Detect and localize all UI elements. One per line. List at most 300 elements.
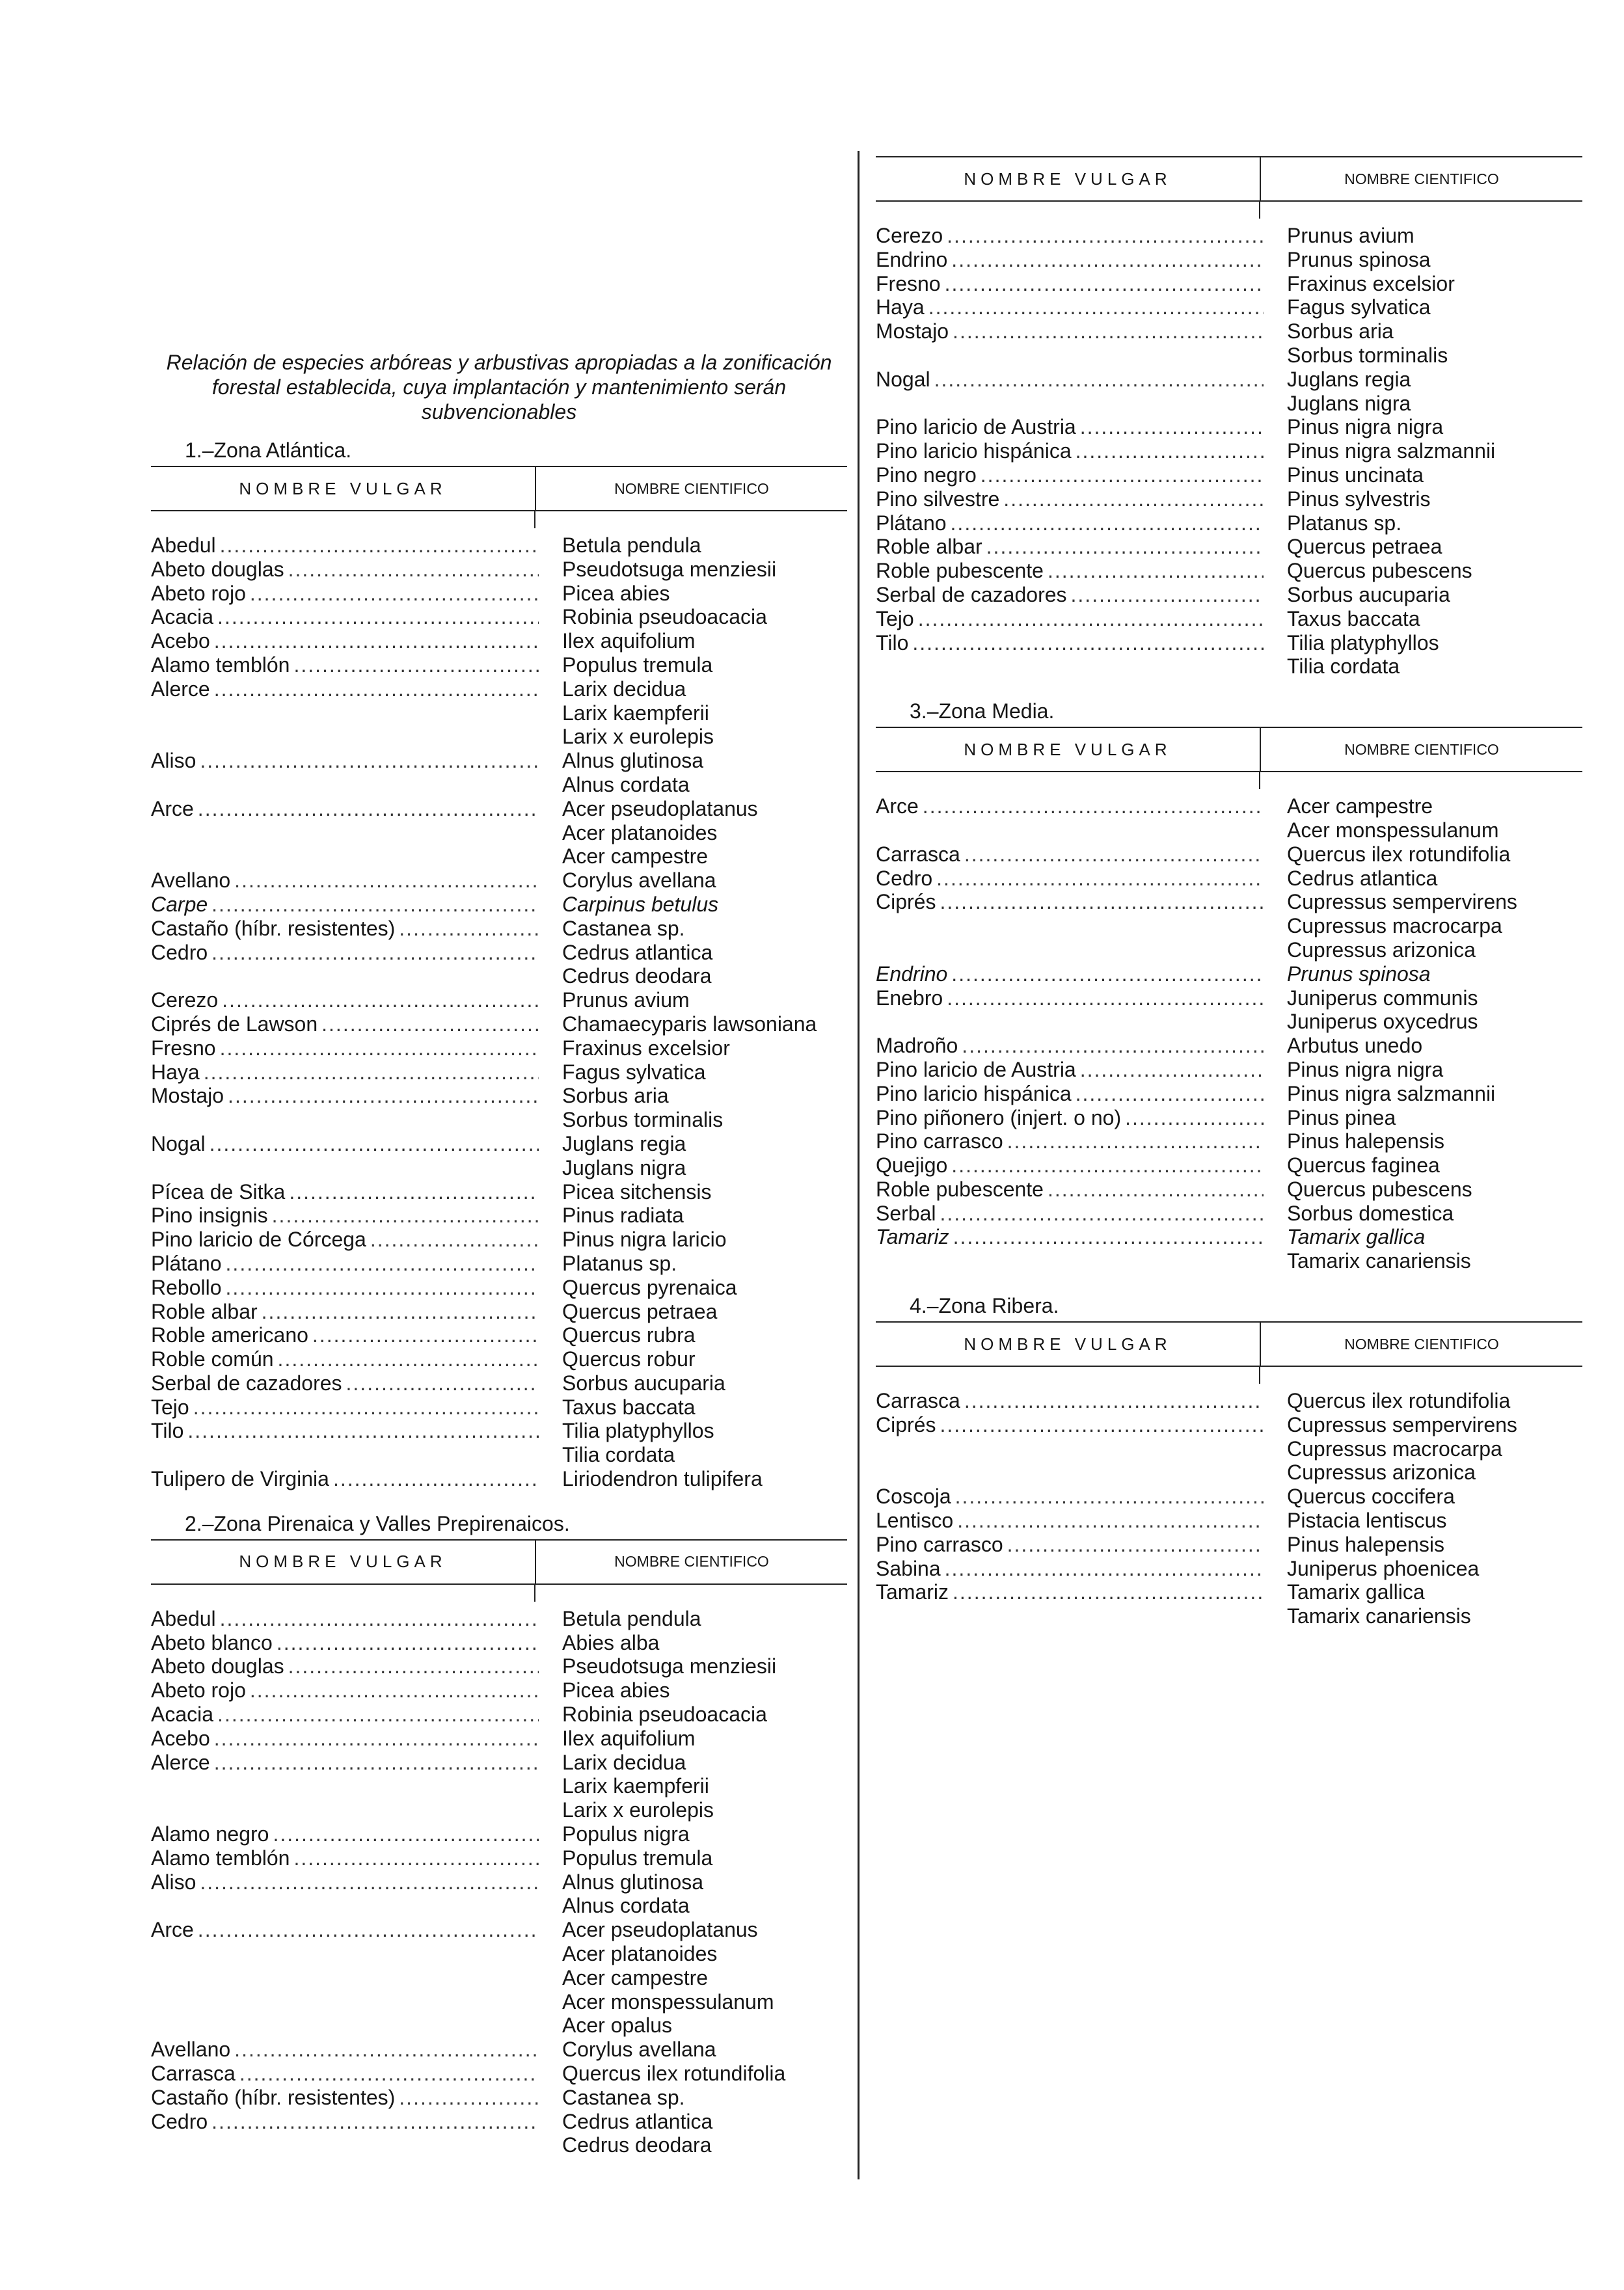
scientific-name: Cupressus macrocarpa (1287, 1436, 1502, 1461)
scientific-name: Tilia cordata (1287, 654, 1400, 679)
table-row (876, 1225, 1582, 1249)
table-row (876, 890, 1582, 914)
common-name-cell (876, 986, 1264, 1010)
common-name: Tejo (151, 1395, 189, 1419)
scientific-name: Pseudotsuga menziesii (562, 1654, 777, 1678)
common-name-cell (151, 1607, 539, 1631)
table-row (151, 1228, 847, 1252)
table-row (151, 941, 847, 965)
leader-dots (220, 1036, 539, 1060)
table-header (876, 1321, 1582, 1367)
zone-section-media (876, 698, 1582, 1273)
common-name: Arce (876, 794, 919, 818)
table-row (876, 1485, 1582, 1509)
common-name-cell (876, 1437, 1264, 1461)
leader-dots (912, 631, 1264, 655)
leader-dots (228, 1084, 539, 1108)
table-header (151, 466, 847, 511)
scientific-name: Cedrus deodara (562, 2133, 712, 2157)
common-name-cell (876, 1153, 1264, 1178)
common-name: Cedro (876, 866, 933, 890)
common-name-cell (151, 1108, 539, 1132)
table-row (151, 1395, 847, 1420)
scientific-name: Picea sitchensis (562, 1179, 712, 1204)
table-row (151, 582, 847, 606)
common-name-cell (151, 1323, 539, 1347)
leader-dots (214, 1727, 539, 1751)
leader-dots (198, 797, 539, 821)
common-name-cell (876, 1202, 1264, 1226)
common-name: Coscoja (876, 1485, 951, 1509)
column-header-nombre-vulgar: NOMBRE VULGAR (876, 157, 1261, 200)
table-row (876, 938, 1582, 962)
common-name-cell (151, 1894, 539, 1918)
scientific-name: Alnus cordata (562, 772, 690, 796)
common-name-cell (876, 842, 1264, 867)
common-name-cell (876, 1580, 1264, 1604)
leader-dots (940, 890, 1264, 914)
common-name: Ciprés (876, 1412, 936, 1436)
scientific-name: Liriodendron tulipifera (562, 1467, 763, 1491)
scientific-name: Quercus coccifera (1287, 1485, 1455, 1509)
table-row (151, 1631, 847, 1655)
common-name-cell (151, 1703, 539, 1727)
common-name: Tejo (876, 606, 914, 630)
common-name: Carrasca (876, 1389, 960, 1413)
scientific-name: Quercus pubescens (1287, 1177, 1472, 1201)
common-name-cell (876, 867, 1264, 891)
common-name: Avellano (151, 869, 231, 893)
table-row (151, 917, 847, 941)
common-name-cell (151, 749, 539, 773)
scientific-name: Prunus spinosa (1287, 962, 1431, 986)
table-row (151, 1443, 847, 1467)
leader-dots (200, 749, 539, 773)
scientific-name: Quercus pubescens (1287, 559, 1472, 583)
common-name-cell (876, 415, 1264, 439)
table-row (876, 986, 1582, 1010)
scientific-name: Acer campestre (562, 844, 709, 869)
table-row (151, 1252, 847, 1276)
common-name: Cerezo (876, 224, 943, 247)
common-name-cell (151, 1942, 539, 1966)
column-divider (858, 151, 859, 2179)
common-name: Haya (151, 1060, 200, 1084)
table-row (876, 368, 1582, 392)
scientific-name: Quercus faginea (1287, 1153, 1440, 1178)
common-name-cell (876, 295, 1264, 319)
common-name-cell (151, 964, 539, 988)
table-row (876, 1058, 1582, 1082)
common-name: Tulipero de Virginia (151, 1467, 329, 1491)
table-body (151, 528, 847, 1491)
common-name-cell (876, 631, 1264, 655)
table-row (876, 1153, 1582, 1178)
table-row (876, 1129, 1582, 1153)
leader-dots (198, 1918, 539, 1942)
scientific-name: Quercus pyrenaica (562, 1275, 737, 1299)
leader-dots (293, 653, 539, 677)
table-row (151, 1846, 847, 1870)
leader-dots (1048, 559, 1264, 583)
scientific-name: Sorbus aucuparia (562, 1371, 725, 1395)
scientific-name: Cupressus macrocarpa (1287, 914, 1502, 938)
leader-dots (1007, 1533, 1264, 1557)
scientific-name: Acer platanoides (562, 820, 718, 844)
common-name: Lentisco (876, 1509, 954, 1533)
scientific-name: Sorbus aucuparia (1287, 582, 1450, 606)
common-name: Aliso (151, 1870, 196, 1894)
common-name: Abeto douglas (151, 1654, 284, 1678)
scientific-name: Carpinus betulus (562, 892, 719, 916)
leader-dots (945, 1557, 1264, 1581)
leader-dots (214, 629, 539, 653)
scientific-name: Ilex aquifolium (562, 1726, 696, 1750)
table-row (151, 1942, 847, 1966)
common-name-cell (151, 1084, 539, 1108)
table-row (876, 295, 1582, 319)
common-name-cell (876, 224, 1264, 248)
scientific-name: Pinus nigra salzmannii (1287, 1081, 1496, 1105)
table-row (151, 988, 847, 1012)
leader-dots (250, 1678, 539, 1703)
common-name-cell (151, 1060, 539, 1084)
table-header (151, 1539, 847, 1585)
leader-dots (289, 1180, 539, 1204)
table-row (151, 2110, 847, 2134)
table-row (151, 1467, 847, 1491)
scientific-name: Tilia platyphyllos (562, 1419, 714, 1443)
common-name-cell (876, 1225, 1264, 1249)
common-name-cell (151, 1467, 539, 1491)
leader-dots (234, 869, 539, 893)
common-name: Alamo negro (151, 1822, 269, 1846)
table-body (876, 789, 1582, 1273)
table-row (151, 1894, 847, 1918)
leader-dots (217, 1703, 539, 1727)
table-row (876, 818, 1582, 842)
table-row (151, 1774, 847, 1798)
header-divider-stub (876, 1367, 1582, 1384)
table-row (151, 1371, 847, 1395)
scientific-name: Sorbus torminalis (562, 1108, 724, 1132)
leader-dots (936, 867, 1264, 891)
common-name: Pino laricio hispánica (876, 1081, 1072, 1105)
common-name: Abeto rojo (151, 581, 246, 605)
common-name: Abedul (151, 1606, 216, 1630)
scientific-name: Acer monspessulanum (562, 1989, 774, 2014)
common-name-cell (876, 794, 1264, 818)
common-name-cell (151, 1180, 539, 1204)
common-name: Cedro (151, 2109, 208, 2133)
leader-dots (962, 1034, 1264, 1058)
left-column (151, 350, 847, 2157)
scientific-name: Tilia platyphyllos (1287, 630, 1439, 654)
common-name-cell (151, 1654, 539, 1678)
table-body (876, 1384, 1582, 1628)
table-row (151, 1084, 847, 1108)
leader-dots (928, 295, 1264, 319)
common-name: Tamariz (876, 1225, 949, 1249)
scientific-name: Quercus petraea (1287, 535, 1442, 559)
leader-dots (278, 1347, 539, 1371)
table-row (151, 725, 847, 749)
table-row (151, 1108, 847, 1132)
common-name: Cedro (151, 940, 208, 964)
common-name-cell (876, 1461, 1264, 1485)
scientific-name: Cedrus deodara (562, 964, 712, 988)
leader-dots (220, 533, 539, 558)
table-row (151, 1751, 847, 1775)
scientific-name: Pinus nigra nigra (1287, 1057, 1444, 1081)
common-name: Roble americano (151, 1323, 308, 1347)
common-name: Ciprés de Lawson (151, 1012, 318, 1036)
common-name-cell (876, 1058, 1264, 1082)
header-divider-stub (876, 202, 1582, 219)
table-row (876, 224, 1582, 248)
table-row (151, 1703, 847, 1727)
column-header-nombre-cientifico: NOMBRE CIENTIFICO (1344, 1335, 1499, 1353)
common-name: Alamo temblón (151, 653, 290, 677)
leader-dots (211, 893, 539, 917)
scientific-name: Picea abies (562, 1678, 670, 1703)
common-name: Endrino (876, 247, 948, 271)
scientific-name: Fagus sylvatica (562, 1060, 706, 1084)
common-name-cell (151, 1276, 539, 1300)
common-name-cell (151, 1822, 539, 1846)
table-row (876, 463, 1582, 487)
leader-dots (250, 582, 539, 606)
common-name-cell (876, 1557, 1264, 1581)
common-name-cell (151, 558, 539, 582)
leader-dots (333, 1467, 539, 1491)
common-name-cell (151, 1774, 539, 1798)
common-name-cell (151, 988, 539, 1012)
header-divider-stub (151, 511, 847, 528)
scientific-name: Sorbus torminalis (1287, 343, 1448, 367)
table-row (151, 1036, 847, 1060)
table-row (151, 605, 847, 629)
leader-dots (217, 605, 539, 629)
scientific-name: Abies alba (562, 1630, 660, 1654)
scientific-name: Acer pseudoplatanus (562, 1918, 758, 1942)
common-name: Acacia (151, 1703, 214, 1727)
common-name-cell (151, 2038, 539, 2062)
table-row (876, 1249, 1582, 1273)
common-name-cell (151, 1395, 539, 1420)
common-name: Tamariz (876, 1580, 949, 1604)
zone-section-atlantica (151, 437, 847, 1491)
common-name-cell (876, 938, 1264, 962)
scientific-name: Quercus ilex rotundifolia (1287, 842, 1511, 866)
common-name-cell (876, 890, 1264, 914)
common-name: Avellano (151, 2038, 231, 2062)
leader-dots (370, 1228, 539, 1252)
table-row (876, 439, 1582, 463)
leader-dots (1080, 415, 1264, 439)
table-row (876, 1437, 1582, 1461)
table-row (876, 1461, 1582, 1485)
common-name-cell (876, 818, 1264, 842)
table-row (151, 1990, 847, 2014)
common-name-cell (151, 2086, 539, 2110)
common-name: Alamo temblón (151, 1846, 290, 1870)
leader-dots (1048, 1178, 1264, 1202)
leader-dots (1003, 487, 1264, 511)
table-row (876, 392, 1582, 416)
common-name: Madroño (876, 1034, 958, 1058)
scientific-name: Pistacia lentiscus (1287, 1509, 1447, 1533)
common-name-cell (151, 629, 539, 653)
common-name-cell (876, 962, 1264, 986)
leader-dots (951, 248, 1264, 272)
scientific-name: Sorbus aria (562, 1084, 669, 1108)
leader-dots (957, 1509, 1264, 1533)
common-name-cell (151, 1990, 539, 2014)
common-name: Sabina (876, 1556, 941, 1580)
table-body (876, 219, 1582, 679)
common-name: Pino insignis (151, 1204, 268, 1228)
common-name-cell (876, 439, 1264, 463)
table-row (151, 844, 847, 869)
table-row (151, 2062, 847, 2086)
leader-dots (222, 988, 539, 1012)
table-row (876, 607, 1582, 631)
common-name-cell (876, 1082, 1264, 1106)
scientific-name: Tilia cordata (562, 1443, 675, 1467)
common-name: Ciprés (876, 890, 936, 914)
common-name-cell (876, 248, 1264, 272)
zone-section-ribera (876, 1293, 1582, 1628)
table-row (151, 629, 847, 653)
scientific-name: Populus tremula (562, 653, 713, 677)
leader-dots (346, 1371, 539, 1395)
common-name: Arce (151, 796, 194, 820)
common-name: Carrasca (876, 842, 960, 866)
leader-dots (262, 1300, 539, 1324)
zone-section-pirenaica-continued (876, 156, 1582, 679)
column-header-nombre-cientifico: NOMBRE CIENTIFICO (1344, 170, 1499, 187)
leader-dots (1071, 583, 1264, 607)
leader-dots (947, 224, 1264, 248)
common-name-cell (151, 582, 539, 606)
common-name: Roble albar (151, 1299, 258, 1323)
scientific-name: Acer campestre (562, 1965, 709, 1989)
table-row (151, 1607, 847, 1631)
table-row (876, 1557, 1582, 1581)
table-row (151, 558, 847, 582)
common-name-cell (876, 607, 1264, 631)
common-name-cell (151, 1132, 539, 1156)
header-divider-stub (151, 1585, 847, 1602)
leader-dots (187, 1419, 539, 1443)
scientific-name: Larix x eurolepis (562, 725, 714, 749)
common-name: Rebollo (151, 1275, 222, 1299)
common-name-cell (876, 1485, 1264, 1509)
common-name: Arce (151, 1918, 194, 1942)
leader-dots (955, 1485, 1264, 1509)
common-name-cell (151, 844, 539, 869)
table-row (876, 1010, 1582, 1034)
scientific-name: Prunus spinosa (1287, 247, 1431, 271)
table-row (876, 583, 1582, 607)
common-name-cell (151, 1156, 539, 1180)
common-name-cell (151, 2133, 539, 2157)
common-name-cell (151, 1228, 539, 1252)
scientific-name: Juniperus oxycedrus (1287, 1010, 1478, 1034)
zone-title: 1.–Zona Atlántica. (185, 438, 352, 462)
table-row (151, 1347, 847, 1371)
common-name: Pino piñonero (injert. o no) (876, 1105, 1122, 1129)
common-name-cell (876, 511, 1264, 535)
column-header-nombre-cientifico: NOMBRE CIENTIFICO (1344, 740, 1499, 758)
table-row (876, 962, 1582, 986)
table-row (876, 1082, 1582, 1106)
common-name: Acebo (151, 629, 210, 653)
table-row (876, 1413, 1582, 1437)
scientific-name: Cedrus atlantica (1287, 866, 1438, 890)
common-name-cell (151, 1751, 539, 1775)
common-name: Acacia (151, 605, 214, 629)
scientific-name: Cedrus atlantica (562, 940, 713, 964)
scientific-name: Alnus glutinosa (562, 749, 704, 773)
common-name-cell (151, 1252, 539, 1276)
table-row (876, 842, 1582, 867)
common-name-cell (151, 1419, 539, 1443)
zone-title: 3.–Zona Media. (910, 699, 1055, 723)
common-name-cell (876, 1249, 1264, 1273)
table-row (151, 869, 847, 893)
common-name: Pino laricio de Córcega (151, 1228, 366, 1252)
table-row (151, 2014, 847, 2038)
scientific-name: Pinus nigra laricio (562, 1228, 727, 1252)
common-name-cell (876, 1034, 1264, 1058)
common-name-cell (151, 1966, 539, 1990)
common-name-cell (876, 368, 1264, 392)
common-name-cell (151, 701, 539, 725)
leader-dots (214, 677, 539, 701)
common-name-cell (151, 533, 539, 558)
common-name-cell (151, 1371, 539, 1395)
leader-dots (200, 1870, 539, 1894)
common-name-cell (151, 1918, 539, 1942)
table-row (876, 914, 1582, 938)
common-name: Haya (876, 295, 925, 319)
table-row (876, 794, 1582, 818)
scientific-name: Taxus baccata (562, 1395, 696, 1419)
scientific-name: Picea abies (562, 581, 670, 605)
scientific-name: Sorbus domestica (1287, 1201, 1454, 1225)
table-row (151, 1132, 847, 1156)
scientific-name: Pinus radiata (562, 1204, 684, 1228)
scientific-name: Pinus halepensis (1287, 1129, 1444, 1153)
leader-dots (211, 2110, 539, 2134)
column-header-nombre-cientifico: NOMBRE CIENTIFICO (614, 1553, 769, 1570)
common-name: Roble pubescente (876, 559, 1044, 583)
common-name-cell (151, 773, 539, 797)
common-name-cell (151, 1300, 539, 1324)
common-name-cell (876, 1010, 1264, 1034)
scientific-name: Populus tremula (562, 1846, 713, 1870)
common-name: Quejigo (876, 1153, 948, 1178)
scientific-name: Taxus baccata (1287, 606, 1420, 630)
table-row (151, 1870, 847, 1894)
leader-dots (964, 842, 1264, 867)
leader-dots (293, 1846, 539, 1870)
leader-dots (1125, 1106, 1264, 1130)
scientific-name: Platanus sp. (562, 1251, 677, 1275)
table-row (876, 654, 1582, 679)
